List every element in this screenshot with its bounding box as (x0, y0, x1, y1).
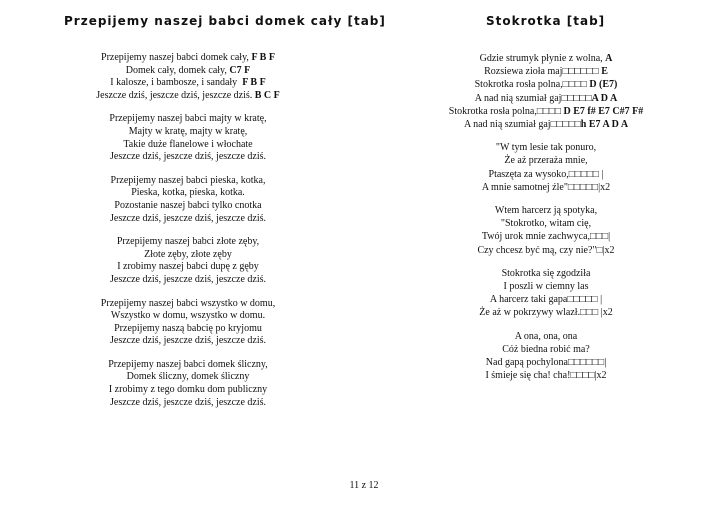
lyric-text: Stokrotka się zgodziła (501, 267, 591, 279)
lyric-line (78, 236, 298, 249)
verse (418, 204, 674, 257)
lyric-line (418, 217, 674, 230)
lyric-text: Domek cały, domek cały, (125, 64, 230, 76)
lyric-line (418, 118, 674, 131)
verse (78, 52, 298, 102)
lyric-line (78, 187, 298, 200)
lyric-line (78, 310, 298, 323)
lyric-text: Przepijemy naszej babci domek cały, (101, 52, 252, 63)
lyric-text: Przepijemy naszej babci domek śliczny, (108, 358, 268, 370)
lyric-text: Stokrotka rosła polna,□□□□ (448, 105, 564, 117)
lyric-text: Rozsiewa zioła maj□□□□□□ (484, 66, 602, 78)
lyric-line (418, 92, 674, 105)
chord-label: D (E7) (589, 79, 618, 91)
lyric-text: Pieska, kotka, pieska, kotka. (131, 187, 245, 199)
verse (418, 141, 674, 194)
lyric-text: Wszystko w domu, wszystko w domu. (110, 310, 266, 322)
lyric-text: Twój urok mnie zachwyca,□□□| (481, 231, 611, 243)
lyric-line (78, 52, 298, 65)
lyric-text: A ona, ona, ona (514, 330, 578, 342)
lyric-text: I zrobimy z tego domku dom publiczny (108, 384, 268, 396)
lyric-line (418, 78, 674, 91)
lyric-text: Pozostanie naszej babci tylko cnotka (114, 199, 262, 211)
lyric-line (78, 113, 298, 126)
lyric-text: "W tym lesie tak ponuro, (495, 142, 597, 154)
lyric-text: I poszli w ciemny las (503, 281, 589, 293)
lyric-line (418, 204, 674, 217)
lyric-line (418, 141, 674, 154)
lyric-text: Cóż biedna robić ma? (502, 343, 590, 355)
lyric-text: Przepijemy naszej babci wszystko w domu, (100, 297, 276, 309)
chord-label: h E7 A D A (580, 119, 629, 131)
lyric-text: Jeszcze dziś, jeszcze dziś, jeszcze dziś. (109, 151, 267, 163)
lyric-line (418, 343, 674, 356)
lyric-line (418, 154, 674, 167)
lyric-text: Ptaszęta za wysoko,□□□□□ | (488, 168, 604, 180)
verse (418, 267, 674, 320)
lyric-text: Jeszcze dziś, jeszcze dziś, jeszcze dziś. (109, 212, 267, 224)
lyric-line (418, 330, 674, 343)
lyric-line (78, 213, 298, 226)
lyric-line (78, 151, 298, 164)
lyric-line (78, 65, 298, 78)
lyric-text: Czy chcesz być mą, czy nie?"□|x2 (477, 244, 615, 256)
lyric-line (78, 384, 298, 397)
lyric-text: A harcerz taki gapa□□□□□ | (489, 294, 603, 306)
lyric-text: Wtem harcerz ją spotyka, (494, 205, 598, 217)
lyric-text: Złote zęby, złote zęby (144, 248, 232, 260)
lyric-line (78, 175, 298, 188)
chord-label: A (605, 53, 613, 64)
lyric-line (78, 335, 298, 348)
verse (78, 298, 298, 348)
lyric-line (78, 397, 298, 410)
verse (418, 330, 674, 383)
lyric-text: Jeszcze dziś, jeszcze dziś, jeszcze dziś. (109, 335, 267, 347)
lyric-line (418, 52, 674, 65)
lyric-line (418, 244, 674, 257)
lyric-line (418, 65, 674, 78)
lyric-line (418, 369, 674, 382)
lyric-text: I śmieje się cha! cha!□□□□|x2 (485, 370, 607, 382)
lyric-line (78, 298, 298, 311)
lyric-line (418, 230, 674, 243)
verse (78, 359, 298, 409)
lyric-line (418, 356, 674, 369)
lyric-text: Jeszcze dziś, jeszcze dziś, jeszcze dziś. (96, 89, 255, 101)
lyric-line (78, 249, 298, 262)
lyrics-column-right (418, 52, 674, 392)
chord-label: A D A (591, 92, 618, 104)
page-number: 11 z 12 (349, 480, 379, 491)
lyric-text: Przepijemy naszej babci złote zęby, (116, 236, 260, 248)
lyrics-column-left (78, 52, 298, 420)
lyric-text: Przepijemy naszą babcię po kryjomu (114, 322, 262, 334)
song-title-right: Stokrotka [tab] (486, 14, 606, 28)
chord-label: F B F (251, 52, 275, 63)
lyric-text: Że aż w pokrzywy wlazł.□□□ |x2 (479, 307, 613, 319)
chord-label: E (601, 66, 608, 78)
lyric-text: Stokrotka rosła polna,□□□□ (474, 79, 590, 91)
lyric-text: A nad nią szumiał gaj□□□□□ (463, 119, 581, 131)
lyric-text: A nad nią szumiał gaj□□□□□ (474, 92, 592, 104)
lyric-line (418, 168, 674, 181)
lyric-text: I zrobimy naszej babci dupę z gęby (117, 261, 259, 273)
lyric-text: Gdzie strumyk płynie z wolna, (479, 53, 606, 64)
chord-label: B C F (254, 89, 280, 101)
lyric-line (418, 105, 674, 118)
lyric-line (78, 139, 298, 152)
lyric-text: Nad gapą pochylona□□□□□□| (485, 357, 607, 369)
lyric-text: Że aż przeraża mnie, (504, 155, 588, 167)
verse (78, 175, 298, 225)
lyric-text: Jeszcze dziś, jeszcze dziś, jeszcze dziś. (109, 273, 267, 285)
chord-label: C7 F (229, 64, 251, 76)
lyric-line (78, 274, 298, 287)
lyric-line (78, 359, 298, 372)
lyric-line (78, 371, 298, 384)
lyric-line (78, 200, 298, 213)
lyric-text: "Stokrotko, witam cię, (500, 218, 592, 230)
verse (78, 113, 298, 163)
lyric-text: Przepijemy naszej babci majty w kratę, (109, 113, 267, 125)
lyric-line (78, 90, 298, 103)
lyric-line (418, 280, 674, 293)
verse (418, 52, 674, 131)
lyric-line (78, 261, 298, 274)
verse (78, 236, 298, 286)
lyric-text: Przepijemy naszej babci pieska, kotka, (110, 174, 266, 186)
lyric-text: Jeszcze dziś, jeszcze dziś, jeszcze dziś. (109, 396, 267, 408)
lyric-line (78, 77, 298, 90)
lyric-line (418, 181, 674, 194)
chord-label: D E7 f# E7 C#7 F# (563, 105, 644, 117)
lyric-text: A mnie samotnej źle"□□□□□|x2 (481, 181, 611, 193)
chord-label: F B F (242, 77, 266, 89)
lyric-text: Takie duże flanelowe i włochate (123, 138, 253, 150)
lyric-line (418, 293, 674, 306)
lyric-line (78, 323, 298, 336)
lyric-line (418, 306, 674, 319)
lyric-line (78, 126, 298, 139)
song-title-left: Przepijemy naszej babci domek cały [tab] (64, 14, 386, 28)
lyric-text: Domek śliczny, domek śliczny (126, 371, 250, 383)
lyric-line (418, 267, 674, 280)
lyric-text: Majty w kratę, majty w kratę, (128, 125, 248, 137)
lyric-text: I kalosze, i bambosze, i sandały (110, 77, 243, 89)
